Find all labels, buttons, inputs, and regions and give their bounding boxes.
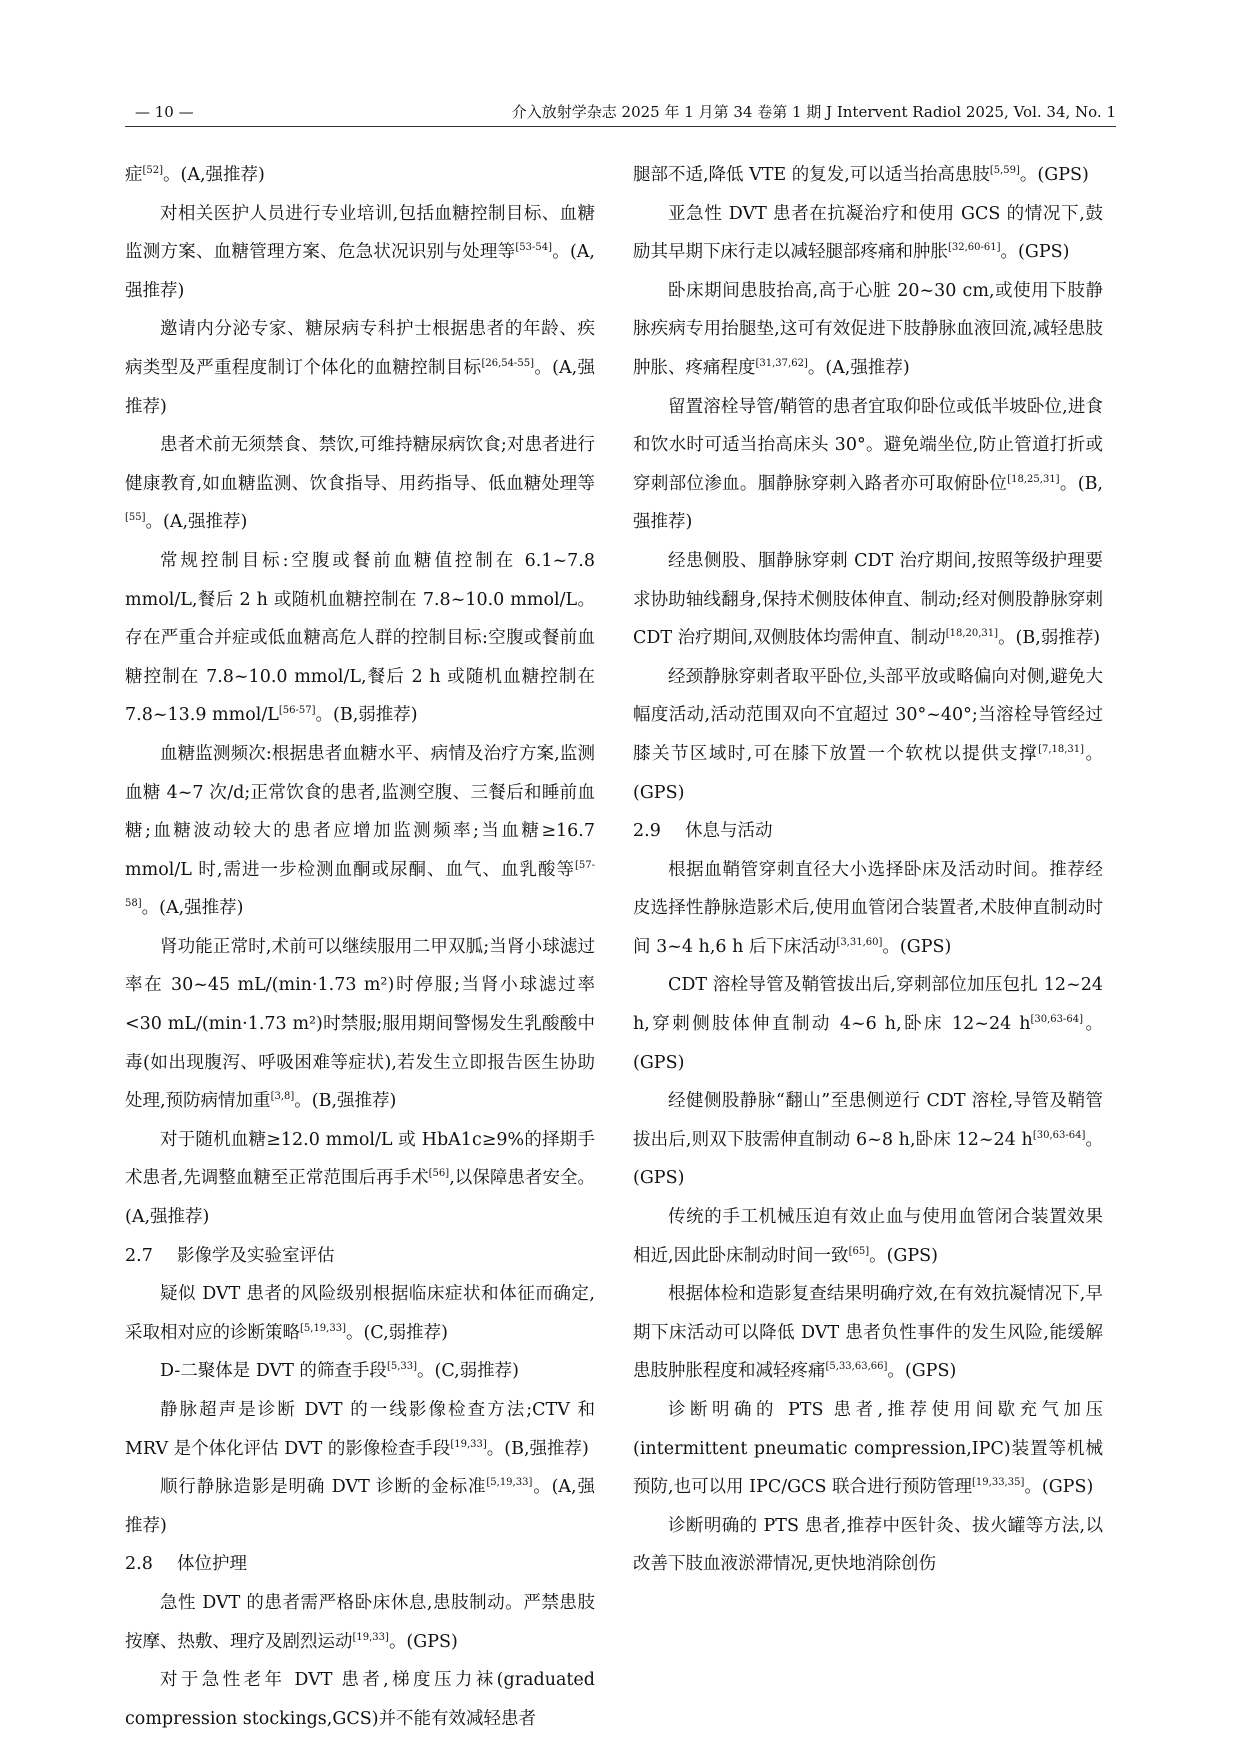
citation-ref: [5,33] [386,1361,418,1373]
recommendation-grade: 。(A,强推荐) [125,1477,595,1536]
paragraph [633,272,1103,388]
paragraph-text: 血糖监测频次:根据患者血糖水平、病情及治疗方案,监测血糖 4~7 次/d;正常饮食的患者,监测空腹、三餐后和睡前血糖;血糖波动较大的患者应增加监测频率;当血糖≥16.7 mmol/L 时,需进一步检测血酮或尿酮、血气、血乳酸等 [125,743,595,880]
paragraph [633,542,1103,658]
paragraph-text: 静脉超声是诊断 DVT 的一线影像检查方法;CTV 和 MRV 是个体化评估 DVT 的影像检查手段 [125,1400,595,1459]
recommendation-grade: 。(GPS) [1000,242,1070,263]
paragraph [633,1275,1103,1391]
recommendation-grade: 。(B,强推荐) [486,1438,589,1459]
section-title: 体位护理 [177,1554,247,1575]
citation-ref: [57-58] [125,859,595,910]
section-number: 2.8 [125,1554,153,1575]
citation-ref: [31,37,62] [755,357,808,369]
recommendation-grade: 。(GPS) [633,743,1104,803]
section-number: 2.7 [125,1245,153,1266]
citation-ref: [18,25,31] [1007,473,1060,485]
recommendation-grade: ,以保障患者安全。(A,强推荐) [125,1168,596,1228]
paragraph [633,1082,1103,1198]
running-header [125,100,1116,124]
citation-ref: [32,60-61] [948,242,1001,254]
paragraph-text: 根据体检和造影复查结果明确疗效,在有效抗凝情况下,早期下床活动可以降低 DVT 患者负性事件的发生风险,能缓解患肢肿胀程度和减轻疼痛 [633,1284,1103,1382]
paragraph-text: 肾功能正常时,术前可以继续服用二甲双胍;当肾小球滤过率在 30~45 mL/(min·1.73 m²)时停服;当肾小球滤过率<30 mL/(min·1.73 m²)时禁服;服用期间警惕发生乳酸酸中毒(如出现腹泻、呼吸困难等症状),若发生立即报告医生协助处理,预防病情加重 [125,936,595,1112]
section-heading [125,1545,595,1584]
paragraph [633,195,1103,272]
recommendation-grade: 。(A,强推荐) [145,512,248,533]
recommendation-grade: 。(GPS) [633,1014,1103,1073]
paragraph-text: 经颈静脉穿刺者取平卧位,头部平放或略偏向对侧,避免大幅度活动,活动范围双向不宜超过 30°~40°;当溶栓导管经过膝关节区域时,可在膝下放置一个软枕以提供支撑 [633,666,1103,764]
paragraph-text: 根据血鞘管穿刺直径大小选择卧床及活动时间。推荐经皮选择性静脉造影术后,使用血管闭合装置者,术肢伸直制动时间 3~4 h,6 h 后下床活动 [633,859,1103,957]
recommendation-grade: 。(B,强推荐) [633,473,1103,533]
citation-ref: [5,19,33] [300,1322,346,1334]
paragraph-text: 对于急性老年 DVT 患者,梯度压力袜(graduated compression stockings,GCS)并不能有效减轻患者 [125,1670,595,1729]
paragraph [125,735,595,928]
recommendation-grade: 。(GPS) [1019,165,1089,185]
paragraph-text: 亚急性 DVT 患者在抗凝治疗和使用 GCS 的情况下,鼓励其早期下床行走以减轻腿部疼痛和肿胀 [633,203,1103,263]
citation-ref: [52] [142,165,164,176]
paragraph [125,1275,595,1352]
paragraph-text: 传统的手工机械压迫有效止血与使用血管闭合装置效果相近,因此卧床制动时间一致 [633,1207,1103,1266]
left-column [125,156,595,1738]
citation-ref: [65] [848,1245,870,1257]
citation-ref: [19,33] [450,1438,487,1450]
paragraph-text: 症 [125,165,143,185]
citation-ref: [53-54] [515,242,552,254]
recommendation-grade: 。(C,弱推荐) [345,1322,448,1343]
paragraph-text: D-二聚体是 DVT 的筛查手段 [160,1361,387,1382]
citation-ref: [18,20,31] [945,628,999,640]
paragraph [125,928,595,1121]
recommendation-grade: 。(GPS) [1024,1477,1094,1498]
paragraph-text: 顺行静脉造影是明确 DVT 诊断的金标准 [160,1477,487,1498]
paragraph [125,156,595,195]
recommendation-grade: 。(GPS) [388,1631,458,1652]
paragraph [125,195,595,311]
right-column [633,156,1103,1584]
paragraph [125,1584,595,1661]
paragraph [125,310,595,426]
citation-ref: [30,63-64] [1032,1129,1086,1141]
recommendation-grade: 。(A,强推荐) [125,357,595,417]
paragraph-text: 经患侧股、腘静脉穿刺 CDT 治疗期间,按照等级护理要求协助轴线翻身,保持术侧肢体伸直、制动;经对侧股静脉穿刺 CDT 治疗期间,双侧肢体均需伸直、制动 [633,550,1103,649]
paragraph [125,1391,595,1468]
citation-ref: [3,8] [270,1091,295,1103]
paragraph [125,1121,595,1237]
paragraph-text: 急性 DVT 的患者需严格卧床休息,患肢制动。严禁患肢按摩、热敷、理疗及剧烈运动 [125,1592,595,1652]
citation-ref: [3,31,60] [836,936,883,948]
paragraph-text: 卧床期间患肢抬高,高于心脏 20~30 cm,或使用下肢静脉疾病专用抬腿垫,这可有效促进下肢静脉血液回流,减轻患肢肿胀、疼痛程度 [633,280,1103,378]
recommendation-grade: 。(GPS) [869,1245,938,1266]
section-title: 影像学及实验室评估 [177,1245,335,1266]
paragraph-text: 诊断明确的 PTS 患者,推荐中医针灸、拔火罐等方法,以改善下肢血液淤滞情况,更快地消除创伤 [633,1515,1103,1575]
header-rule [125,126,1116,127]
citation-ref: [55] [125,512,146,524]
citation-ref: [26,54-55] [481,357,534,369]
paragraph-text: 腿部不适,降低 VTE 的复发,可以适当抬高患肢 [633,165,990,185]
journal-citation: 介入放射学杂志 2025 年 1 月第 34 卷第 1 期 J Intervent Radiol 2025, Vol. 34, No. 1 [511,103,1116,121]
paragraph-text: 邀请内分泌专家、糖尿病专科护士根据患者的年龄、疾病类型及严重程度制订个体化的血糖控制目标 [125,319,595,378]
recommendation-grade: 。(A,强推荐) [807,357,910,378]
paragraph [633,851,1103,967]
paragraph [125,542,595,735]
paragraph [633,1391,1103,1507]
paragraph [125,426,595,542]
recommendation-grade: 。(GPS) [633,1129,1103,1189]
citation-ref: [5,59] [989,165,1020,176]
citation-ref: [30,63-64] [1030,1014,1084,1026]
citation-ref: [5,19,33] [486,1477,533,1489]
paragraph-text: 疑似 DVT 患者的风险级别根据临床症状和体征而确定,采取相对应的诊断策略 [125,1284,595,1343]
section-title: 休息与活动 [685,821,773,842]
paragraph-text: 对相关医护人员进行专业培训,包括血糖控制目标、血糖监测方案、血糖管理方案、危急状况识别与处理等 [125,203,595,263]
paragraph [125,1352,595,1391]
citation-ref: [7,18,31] [1038,743,1085,755]
paragraph [633,966,1103,1082]
paragraph [633,156,1103,195]
recommendation-grade: 。(GPS) [882,936,952,957]
paragraph-text: 患者术前无须禁食、禁饮,可维持糖尿病饮食;对患者进行健康教育,如血糖监测、饮食指导、用药指导、低血糖处理等 [125,435,595,494]
paragraph-text: 诊断明确的 PTS 患者,推荐使用间歇充气加压(intermittent pneumatic compression,IPC)装置等机械预防,也可以用 IPC/GCS 联合进行预防管理 [633,1400,1103,1498]
paragraph [125,1468,595,1545]
citation-ref: [19,33] [352,1631,389,1643]
recommendation-grade: 。(B,弱推荐) [998,628,1101,649]
paragraph-text: 常规控制目标:空腹或餐前血糖值控制在 6.1~7.8 mmol/L,餐后 2 h 或随机血糖控制在 7.8~10.0 mmol/L。存在严重合并症或低血糖高危人群的控制目标:空腹或餐前血糖控制在 7.8~10.0 mmol/L,餐后 2 h 或随机血糖控制在 7.8~13.9 mmol/L [125,550,595,726]
citation-ref: [56] [428,1168,450,1180]
section-number: 2.9 [633,821,661,842]
recommendation-grade: 。(A,强推荐) [141,898,244,919]
section-heading [633,812,1103,851]
recommendation-grade: 。(C,弱推荐) [417,1361,519,1382]
paragraph [633,658,1103,812]
paragraph-text: 对于随机血糖≥12.0 mmol/L 或 HbA1c≥9%的择期手术患者,先调整血糖至正常范围后再手术 [125,1129,595,1189]
paragraph-text: 经健侧股静脉“翻山”至患侧逆行 CDT 溶栓,导管及鞘管拔出后,则双下肢需伸直制动 6~8 h,卧床 12~24 h [633,1091,1103,1150]
paragraph-text: 留置溶栓导管/鞘管的患者宜取仰卧位或低半坡卧位,进食和饮水时可适当抬高床头 30°。避免端坐位,防止管道打折或穿刺部位渗血。腘静脉穿刺入路者亦可取俯卧位 [633,396,1103,494]
paragraph [633,1507,1103,1584]
citation-ref: [19,33,35] [972,1477,1025,1489]
paragraph-text: CDT 溶栓导管及鞘管拔出后,穿刺部位加压包扎 12~24 h,穿刺侧肢体伸直制动 4~6 h,卧床 12~24 h [633,975,1103,1035]
recommendation-grade: 。(A,强推荐) [163,165,265,185]
paragraph [633,1198,1103,1275]
citation-ref: [5,33,63,66] [825,1361,888,1373]
citation-ref: [56-57] [278,705,316,717]
paragraph [633,388,1103,542]
recommendation-grade: 。(B,强推荐) [294,1091,397,1112]
paragraph [125,1661,595,1738]
recommendation-grade: 。(A,强推荐) [125,242,595,301]
recommendation-grade: 。(GPS) [887,1361,957,1382]
section-heading [125,1237,595,1276]
recommendation-grade: 。(B,弱推荐) [315,705,418,726]
page-number: — 10 — [135,103,194,121]
